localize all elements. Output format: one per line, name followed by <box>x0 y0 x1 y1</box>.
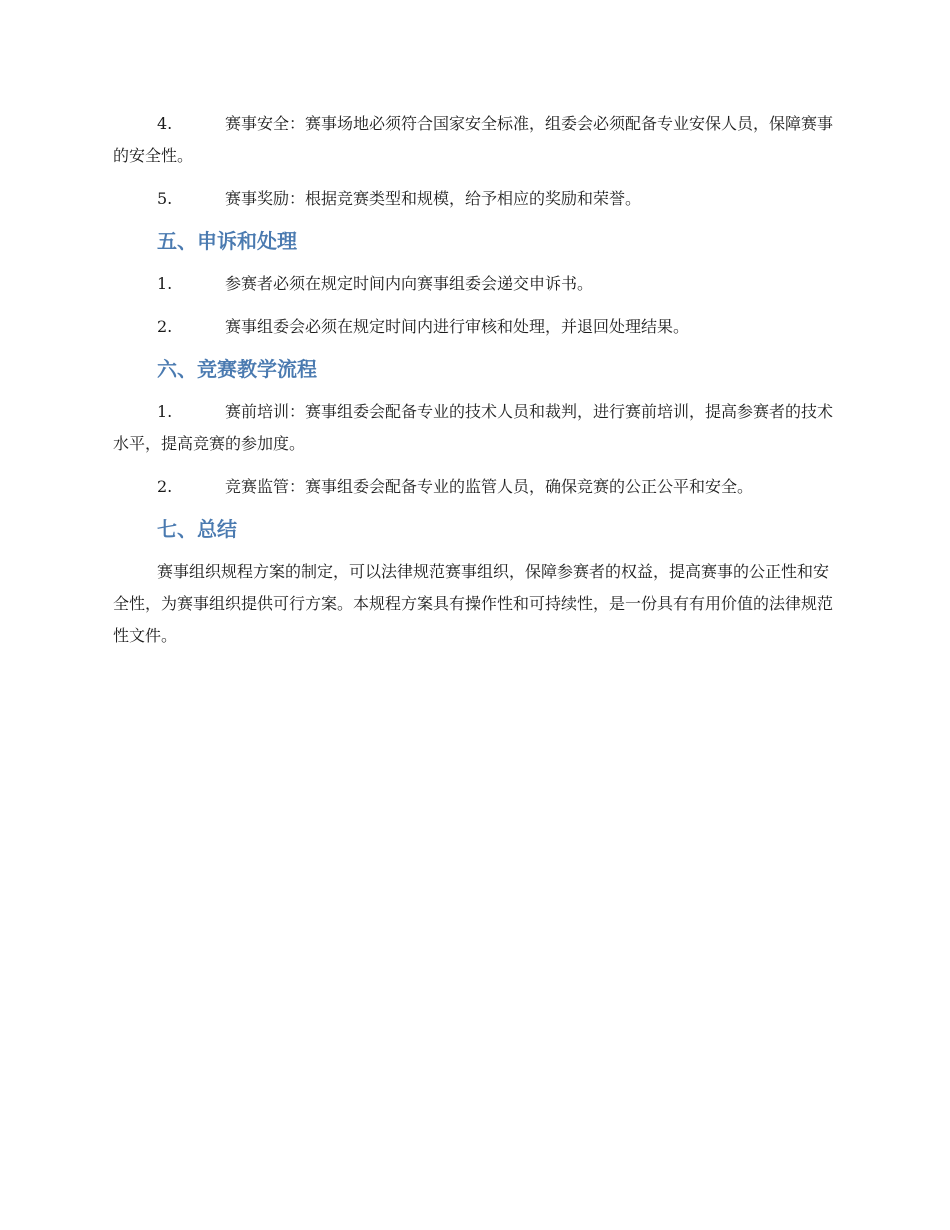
list-item-appeal-submit <box>113 268 840 300</box>
list-number: 2. <box>157 477 173 496</box>
document-content <box>113 108 840 652</box>
list-text: 竞赛监管：赛事组委会配备专业的监管人员，确保竞赛的公正公平和安全。 <box>225 477 754 496</box>
list-number: 1. <box>157 402 173 421</box>
list-item-training <box>113 396 840 460</box>
list-text: 赛事组委会必须在规定时间内进行审核和处理，并退回处理结果。 <box>225 317 690 336</box>
list-number: 1. <box>157 274 173 293</box>
summary-paragraph: 赛事组织规程方案的制定，可以法律规范赛事组织，保障参赛者的权益，提高赛事的公正性和安全性，为赛事组织提供可行方案。本规程方案具有操作性和可持续性，是一份具有有用价值的法律规范性文件。 <box>113 562 834 645</box>
list-number: 4. <box>157 114 173 133</box>
list-item-safety <box>113 108 840 172</box>
list-item-supervision <box>113 471 840 503</box>
list-item-reward <box>113 183 840 215</box>
section-heading-summary: 七、总结 <box>157 517 237 541</box>
list-text: 赛事奖励：根据竞赛类型和规模，给予相应的奖励和荣誉。 <box>225 189 642 208</box>
list-number: 5. <box>157 189 173 208</box>
list-text: 赛事安全：赛事场地必须符合国家安全标准，组委会必须配备专业安保人员，保障赛事的安全性。 <box>113 114 834 165</box>
section-heading-appeal: 五、申诉和处理 <box>157 229 297 253</box>
list-item-appeal-process <box>113 311 840 343</box>
list-text: 参赛者必须在规定时间内向赛事组委会递交申诉书。 <box>225 274 594 293</box>
section-heading-process: 六、竞赛教学流程 <box>157 357 317 381</box>
list-number: 2. <box>157 317 173 336</box>
list-text: 赛前培训：赛事组委会配备专业的技术人员和裁判，进行赛前培训，提高参赛者的技术水平，提高竞赛的参加度。 <box>113 402 834 453</box>
